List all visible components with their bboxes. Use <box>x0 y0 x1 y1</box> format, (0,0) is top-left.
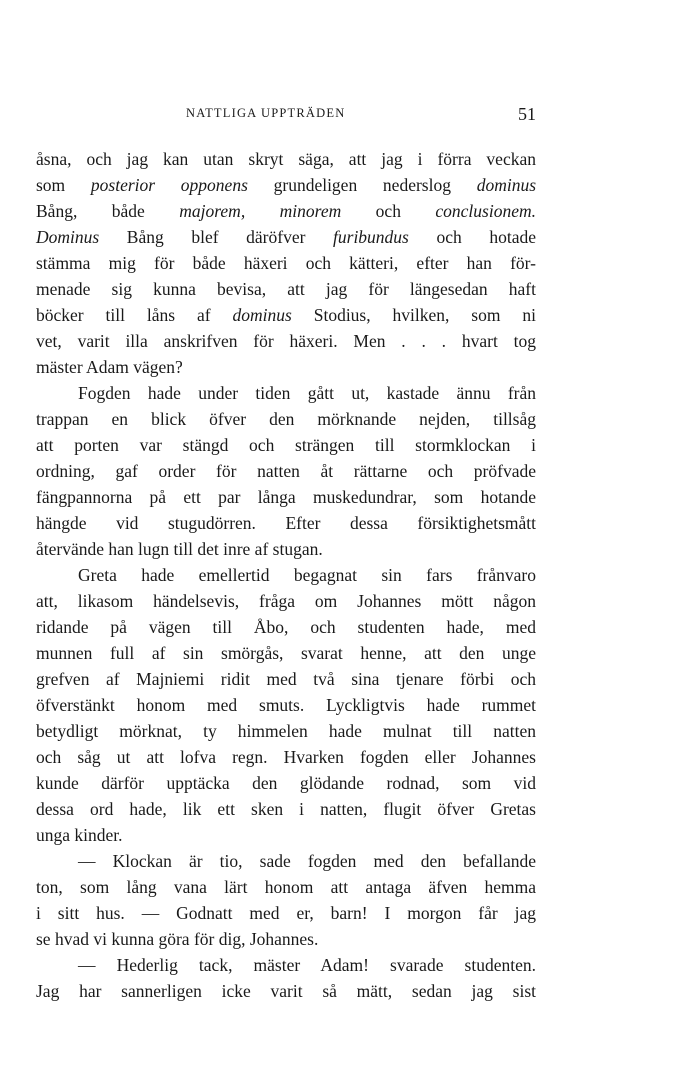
text-line: kunde därför upptäcka den glödande rodnad, som vid <box>36 773 536 793</box>
text-line: stämma mig för både häxeri och kätteri, efter han för- <box>36 253 536 273</box>
italic-term: majorem, <box>179 201 246 221</box>
text-line: menade sig kunna bevisa, att jag för längesedan haft <box>36 279 536 299</box>
text-line: — Hederlig tack, mäster Adam! svarade studenten. <box>78 955 536 975</box>
running-title: NATTLIGA UPPTRÄDEN <box>186 106 346 120</box>
text-line: som posterior opponens grundeligen nederslog dominus <box>36 175 536 195</box>
text-line: vet, varit illa anskrifven för häxeri. Men . . . hvart tog <box>36 331 536 351</box>
text-line: Bång, både majorem, minorem och conclusionem. <box>36 201 536 221</box>
text-line: ordning, gaf order för natten åt rättarne och pröfvade <box>36 461 536 481</box>
italic-term: conclusionem. <box>435 201 536 221</box>
text-line: grefven af Majniemi ridit med två sina tjenare förbi och <box>36 669 536 689</box>
text-line: Jag har sannerligen icke varit så mätt, sedan jag sist <box>36 981 536 1001</box>
text-line: fängpannorna på ett par långa muskedundrar, som hotande <box>36 487 536 507</box>
paragraph-2 <box>36 380 536 562</box>
paragraph-1 <box>36 146 536 380</box>
text-line: i sitt hus. — Godnatt med er, barn! I morgon får jag <box>36 903 536 923</box>
text-line: och såg ut att lofva regn. Hvarken fogden eller Johannes <box>36 747 536 767</box>
text-line: dessa ord hade, lik ett sken i natten, flugit öfver Gretas <box>36 799 536 819</box>
paragraph-5 <box>36 952 536 1004</box>
italic-term: furibundus <box>333 227 409 247</box>
paragraph-4 <box>36 848 536 952</box>
italic-term: dominus <box>232 305 292 325</box>
text-line: betydligt mörknat, ty himmelen hade mulnat till natten <box>36 721 536 741</box>
text-line: Greta hade emellertid begagnat sin fars frånvaro <box>78 565 536 585</box>
text-line: böcker till låns af dominus Stodius, hvilken, som ni <box>36 305 536 325</box>
italic-term: posterior opponens <box>90 175 248 195</box>
body-text <box>36 146 536 1004</box>
page-header <box>36 104 536 128</box>
text-line: Dominus Bång blef däröfver furibundus och hotade <box>36 227 536 247</box>
italic-term: Dominus <box>36 227 100 247</box>
text-line: att, likasom händelsevis, fråga om Johannes mött någon <box>36 591 536 611</box>
text-line: unga kinder. <box>36 825 123 845</box>
text-line: ton, som lång vana lärt honom att antaga äfven hemma <box>36 877 536 897</box>
text-line: hängde vid stugudörren. Efter dessa försiktighetsmått <box>36 513 536 533</box>
text-line: Fogden hade under tiden gått ut, kastade ännu från <box>78 383 536 403</box>
text-line: att porten var stängd och strängen till stormklockan i <box>36 435 536 455</box>
italic-term: dominus <box>476 175 536 195</box>
text-line: åsna, och jag kan utan skryt säga, att jag i förra veckan <box>36 149 536 169</box>
text-line: se hvad vi kunna göra för dig, Johannes. <box>36 929 319 949</box>
page-number: 51 <box>518 104 536 124</box>
text-line: återvände han lugn till det inre af stugan. <box>36 539 323 559</box>
text-line: munnen full af sin smörgås, svarat henne, att den unge <box>36 643 536 663</box>
text-line: ridande på vägen till Åbo, och studenten hade, med <box>36 617 536 637</box>
italic-term: minorem <box>279 201 342 221</box>
paragraph-3 <box>36 562 536 848</box>
text-line: öfverstänkt honom med smuts. Lyckligtvis hade rummet <box>36 695 536 715</box>
text-line: trappan en blick öfver den mörknande nejden, tillsåg <box>36 409 536 429</box>
text-line: mäster Adam vägen? <box>36 357 183 377</box>
text-line: — Klockan är tio, sade fogden med den befallande <box>78 851 536 871</box>
